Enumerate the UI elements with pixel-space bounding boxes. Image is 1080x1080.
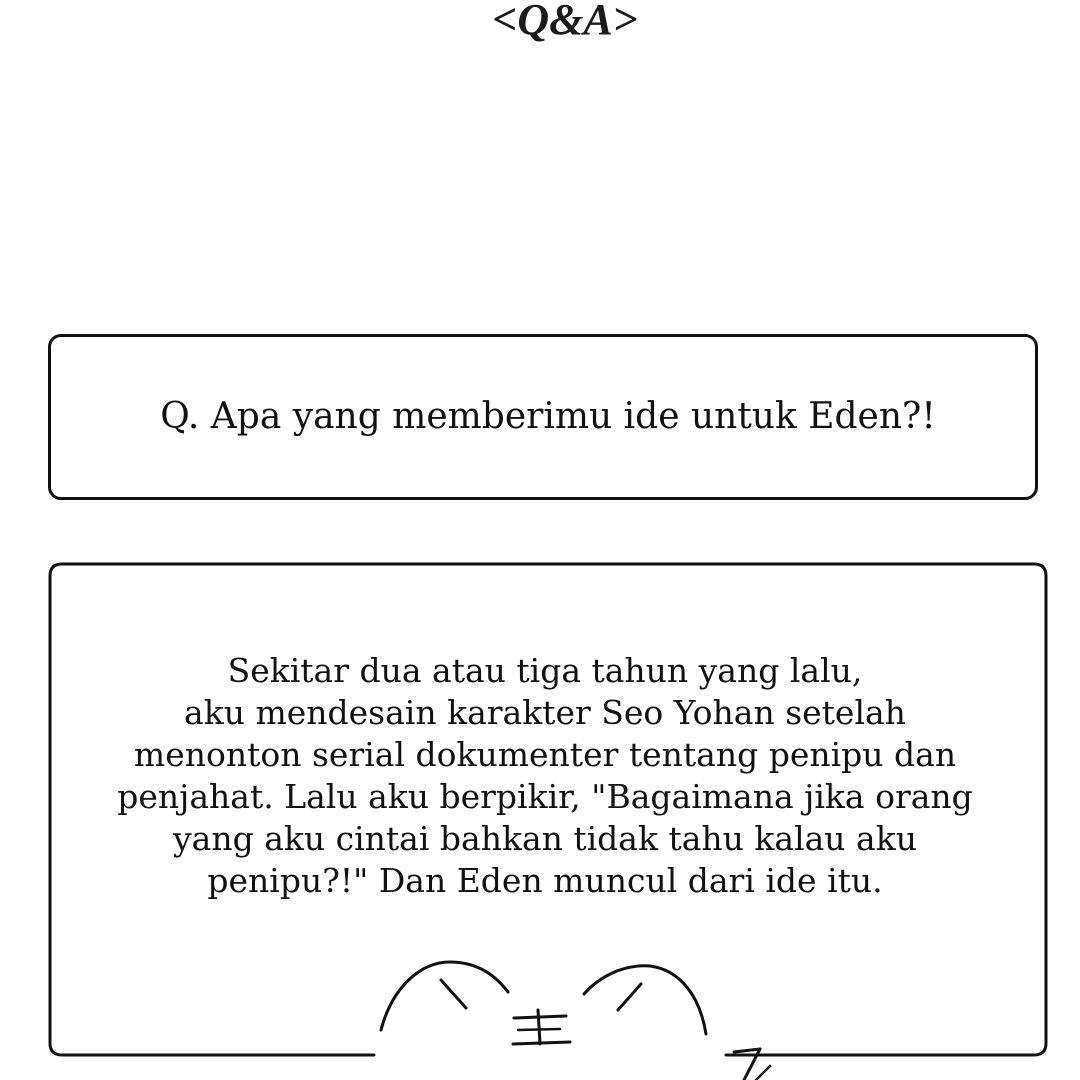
question-text: Q. Apa yang memberimu ide untuk Eden?! [160,396,936,437]
qa-title: <Q&A> [492,0,638,44]
answer-line: yang aku cintai bahkan tidak tahu kalau aku [173,819,917,858]
answer-line: menonton serial dokumenter tentang penipu dan [133,735,957,774]
answer-line: penipu?!" Dan Eden muncul dari ide itu. [207,861,883,900]
answer-line: penjahat. Lalu aku berpikir, "Bagaimana jika orang [117,777,973,816]
answer-line: Sekitar dua atau tiga tahun yang lalu, [227,651,863,690]
answer-line: aku mendesain karakter Seo Yohan setelah [184,693,906,732]
